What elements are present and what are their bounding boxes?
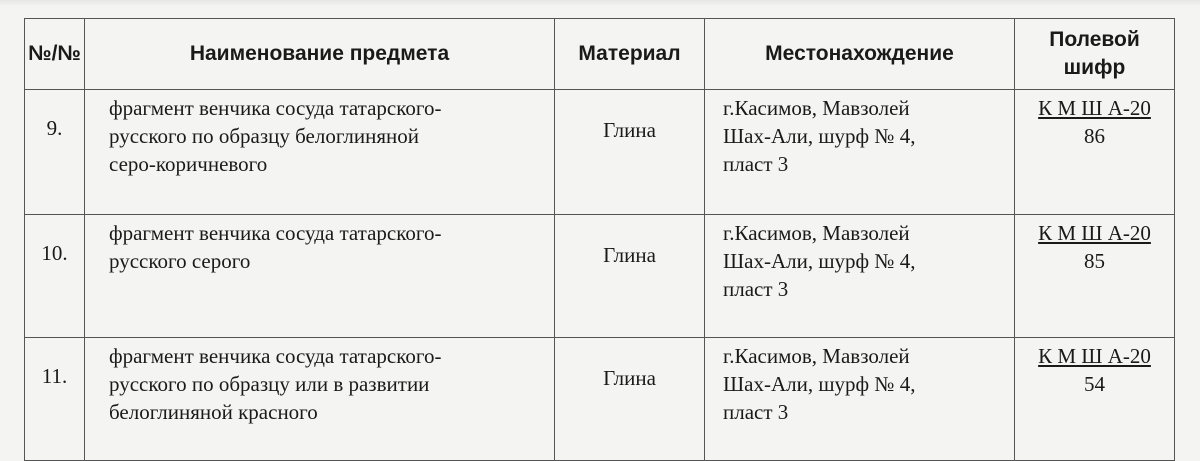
item-location: г.Касимов, Мавзолей Шах-Али, шурф № 4, пласт 3 <box>705 215 1015 338</box>
item-material: Глина <box>555 90 705 215</box>
table-row <box>25 90 1175 215</box>
row-number: 11. <box>25 338 85 461</box>
row-number: 9. <box>25 90 85 215</box>
header-item-name: Наименование предмета <box>85 19 555 90</box>
header-field-code: Полевой шифр <box>1015 19 1175 90</box>
table-row <box>25 338 1175 461</box>
page-top-edge <box>0 0 1200 6</box>
item-location: г.Касимов, Мавзолей Шах-Али, шурф № 4, пласт 3 <box>705 90 1015 215</box>
item-name: фрагмент венчика сосуда татарского- русского по образцу белоглиняной серо-коричневого <box>85 90 555 215</box>
inventory-table <box>24 18 1175 461</box>
item-name: фрагмент венчика сосуда татарского- русского по образцу или в развитии белоглиняной красного <box>85 338 555 461</box>
item-material: Глина <box>555 338 705 461</box>
table-header-row <box>25 19 1175 90</box>
header-material: Материал <box>555 19 705 90</box>
item-field-code: К М Ш А-20 54 <box>1015 338 1175 461</box>
row-number: 10. <box>25 215 85 338</box>
item-location: г.Касимов, Мавзолей Шах-Али, шурф № 4, пласт 3 <box>705 338 1015 461</box>
item-field-code: К М Ш А-20 86 <box>1015 90 1175 215</box>
item-material: Глина <box>555 215 705 338</box>
item-name: фрагмент венчика сосуда татарского- русского серого <box>85 215 555 338</box>
header-location: Местонахождение <box>705 19 1015 90</box>
table-row <box>25 215 1175 338</box>
header-number: №/№ <box>25 19 85 90</box>
item-field-code: К М Ш А-20 85 <box>1015 215 1175 338</box>
